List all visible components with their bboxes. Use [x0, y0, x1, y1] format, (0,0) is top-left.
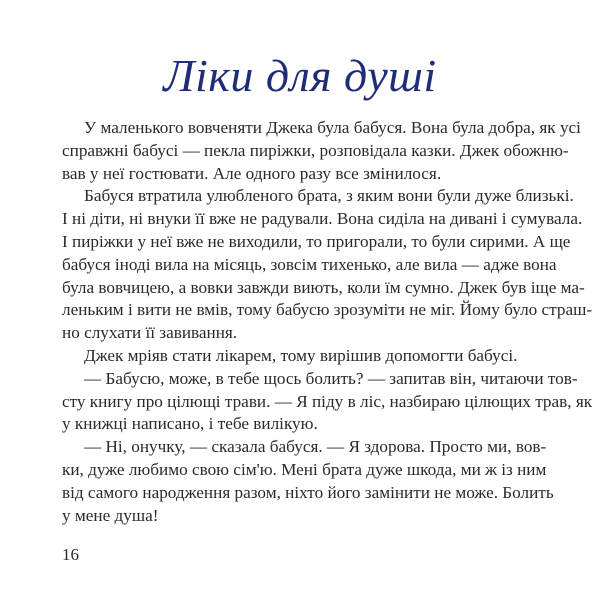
- text-line: Бабуся втратила улюбленого брата, з яким вони були дуже близькі.: [84, 186, 574, 206]
- text-line: бабуся іноді вила на місяць, зовсім тихенько, але вила — адже вона: [62, 254, 557, 274]
- text-line: но слухати її завивання.: [62, 323, 238, 343]
- text-line: У маленького вовченяти Джека була бабуся. Вона була добра, як усі: [84, 118, 581, 137]
- paragraph-1: [62, 117, 581, 185]
- story-text: [62, 117, 593, 527]
- paragraph-5: [62, 436, 554, 527]
- text-line: І ні діти, ні внуки її вже не радували. Вона сиділа на дивані і сумувала.: [62, 209, 583, 229]
- text-line: справжні бабусі — пекла пиріжки, розповідала казки. Джек обожню-: [62, 140, 569, 160]
- paragraph-2: [62, 185, 593, 345]
- text-line: була вовчицею, а вовки завжди виють, коли їм сумно. Джек був іще ма-: [62, 277, 585, 297]
- page-number: 16: [62, 545, 79, 564]
- text-line: — Бабусю, може, в тебе щось болить? — запитав він, читаючи тов-: [84, 368, 578, 388]
- text-line: у книжці написано, і тебе вилікую.: [62, 414, 318, 434]
- text-line: у мене душа!: [62, 505, 159, 525]
- text-line: сту книгу про цілющі трави. — Я піду в ліс, назбираю цілющих трав, як: [62, 391, 593, 411]
- text-line: І пиріжки у неї вже не виходили, то пригорали, то були сирими. А ще: [62, 231, 571, 251]
- text-line: від самого народження разом, ніхто його замінити не може. Болить: [62, 482, 554, 502]
- text-line: ки, дуже любимо свою сім'ю. Мені брата дуже шкода, ми ж із ним: [62, 459, 547, 479]
- page-title: Ліки для душі: [163, 50, 437, 101]
- text-line: — Ні, онучку, — сказала бабуся. — Я здорова. Просто ми, вов-: [84, 437, 547, 457]
- paragraph-4: [62, 368, 593, 436]
- text-line: Джек мріяв стати лікарем, тому вирішив допомогти бабусі.: [84, 345, 518, 365]
- text-line: леньким і вити не вмів, тому бабусю зрозуміти не міг. Йому було страш-: [62, 300, 593, 320]
- paragraph-3: [62, 345, 539, 368]
- text-line: вав у неї гостювати. Але одного разу все змінилося.: [62, 163, 442, 183]
